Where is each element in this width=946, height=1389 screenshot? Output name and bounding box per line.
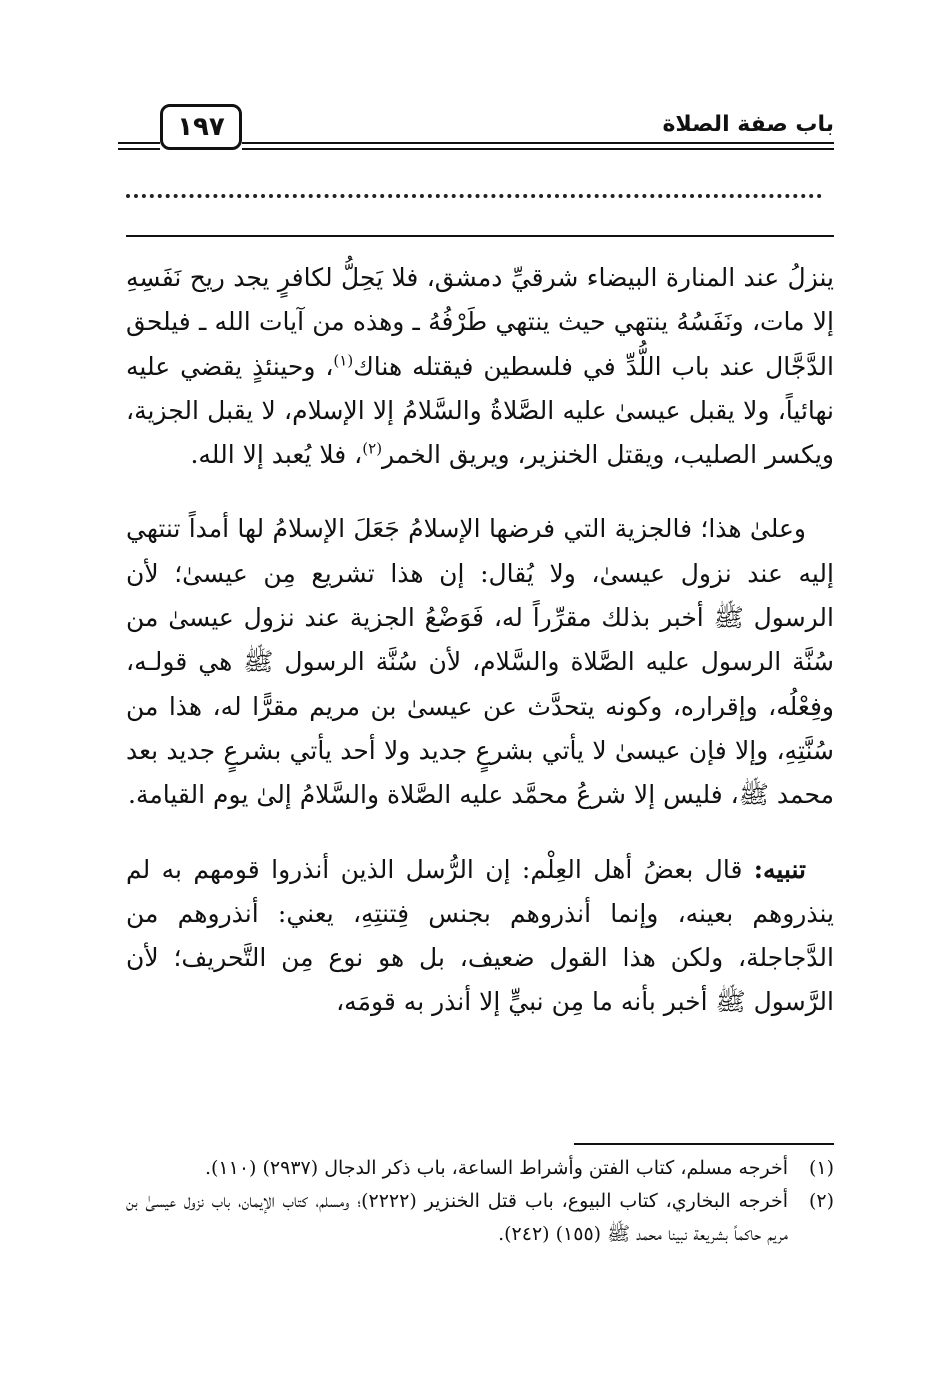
footnote-text: أخرجه البخاري، كتاب البيوع، باب قتل الخنزير (٢٢٢٢)؛ ومسلم، كتاب الإيمان، باب نزول عيسىٰ بن مريم حاكماً بشريعة نبينا محمد ﷺ (١٥٥) (٢٤٢).	[126, 1190, 788, 1245]
paragraph-1-part-1: ينزلُ عند المنارة البيضاء شرقيِّ دمشق، فلا يَحِلُّ لكافرٍ يجد ريح نَفَسِهِ إلا مات، ونَفَسُهُ ينتهي حيث ينتهي طَرْفُهُ ـ وهذه من آيات الله ـ فيلحق الدَّجَّال عند باب اللُّدِّ في فلسطين فيقتله هناك	[126, 263, 834, 381]
footnote-2	[126, 1185, 834, 1251]
chapter-title: باب صفة الصلاة	[662, 112, 834, 137]
header-rule-right-2	[242, 148, 834, 150]
paragraph-1	[126, 256, 834, 477]
header-rule-left-1	[118, 142, 160, 144]
main-text	[126, 256, 834, 1025]
footnote-text: أخرجه مسلم، كتاب الفتن وأشراط الساعة، باب ذكر الدجال (٢٩٣٧) (١١٠).	[204, 1157, 788, 1179]
footnote-number: (٢)	[808, 1190, 834, 1212]
paragraph-2: وعلىٰ هذا؛ فالجزية التي فرضها الإسلامُ جَعَلَ الإسلامُ لها أمداً تنتهي إليه عند نزول عيسىٰ، ولا يُقال: إن هذا تشريع مِن عيسىٰ؛ لأن الرسول ﷺ أخبر بذلك مقرِّراً له، فَوَضْعُ الجزية عند نزول عيسىٰ من سُنَّة الرسول عليه الصَّلاة والسَّلام، لأن سُنَّة الرسول ﷺ هي قولـه، وفِعْلُه، وإقراره، وكونه يتحدَّث عن عيسىٰ بن مريم مقرًّا له، هذا من سُنَّتِهِ، وإلا فإن عيسىٰ لا يأتي بشرعٍ جديد ولا أحد يأتي بشرعٍ جديد بعد محمد ﷺ، فليس إلا شرعُ محمَّد عليه الصَّلاة والسَّلامُ إلىٰ يوم القيامة.	[126, 514, 834, 810]
paragraph-1-part-3: ، فلا يُعبد إلا الله.	[190, 440, 363, 470]
footnotes	[126, 1152, 834, 1251]
page-header	[118, 104, 834, 160]
footnote-rule	[574, 1143, 834, 1145]
footnote-ref-2: (٢)	[362, 439, 383, 458]
footnote-1	[126, 1152, 834, 1185]
footnote-number: (١)	[808, 1157, 834, 1179]
content-top-rule	[126, 235, 834, 237]
paragraph-1-part-2: ، وحينئذٍ يقضي عليه نهائياً، ولا يقبل عيسىٰ عليه الصَّلاةُ والسَّلامُ إلا الإسلام، لا يقبل الجزية، ويكسر الصليب، ويقتل الخنزير، ويريق الخمر	[126, 351, 834, 470]
page-number: ١٩٧	[160, 104, 242, 150]
header-rule-right-1	[242, 142, 834, 144]
dotted-separator	[126, 194, 822, 198]
footnote-ref-1: (١)	[333, 351, 354, 370]
note-label: تنبيه:	[753, 854, 806, 884]
paragraph-3	[126, 848, 834, 1025]
paragraph-3-text: قال بعضُ أهل العِلْم: إن الرُّسل الذين أنذروا قومهم به لم ينذروهم بعينه، وإنما أنذروهم بجنس فِتنتِهِ، يعني: أنذروهم من الدَّجاجلة، ولكن هذا القول ضعيف، بل هو نوع مِن التَّحريف؛ لأن الرَّسول ﷺ أخبر بأنه ما مِن نبيٍّ إلا أنذر به قومَه،	[126, 854, 834, 1017]
header-rule-left-2	[118, 148, 160, 150]
